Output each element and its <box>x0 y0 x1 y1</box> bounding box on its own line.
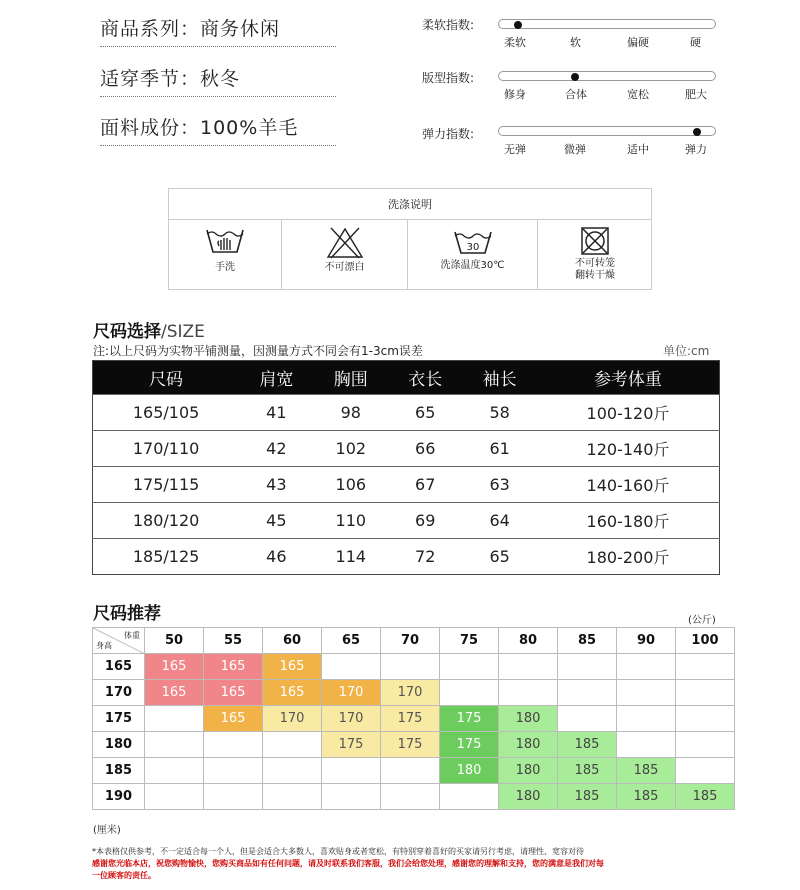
col-header: 袖长 <box>462 361 536 395</box>
rec-cell: 165 <box>204 680 263 706</box>
weight-header: 65 <box>322 628 381 654</box>
wash-item-hand-wash <box>169 220 282 290</box>
table-cell: 72 <box>388 539 462 575</box>
table-cell: 67 <box>388 467 462 503</box>
wash-item-no-bleach <box>282 220 408 290</box>
table-cell: 46 <box>239 539 313 575</box>
rec-cell <box>440 784 499 810</box>
rec-cell <box>676 758 735 784</box>
weight-header: 80 <box>499 628 558 654</box>
weight-header: 75 <box>440 628 499 654</box>
rec-cell <box>381 758 440 784</box>
rec-row <box>93 654 735 680</box>
table-cell: 98 <box>314 395 388 431</box>
weight-header: 50 <box>145 628 204 654</box>
table-row <box>93 503 720 539</box>
rec-cell <box>322 784 381 810</box>
weight-header: 60 <box>263 628 322 654</box>
weight-header: 85 <box>558 628 617 654</box>
rec-cell: 175 <box>440 706 499 732</box>
rec-corner: 体重 身高 <box>93 628 145 654</box>
size-table <box>92 360 720 575</box>
rec-cell: 170 <box>263 706 322 732</box>
table-cell: 45 <box>239 503 313 539</box>
index-tick: 适中 <box>627 143 649 156</box>
wash-title: 洗涤说明 <box>169 189 651 220</box>
index-tick: 软 <box>570 36 581 49</box>
rec-cell <box>440 654 499 680</box>
rec-cell <box>617 706 676 732</box>
weight-header: 70 <box>381 628 440 654</box>
rec-cell <box>440 680 499 706</box>
rec-cell <box>322 758 381 784</box>
table-cell: 100-120斤 <box>537 395 720 431</box>
rec-cell <box>499 654 558 680</box>
divider <box>100 46 336 47</box>
rec-cell <box>676 706 735 732</box>
index-track <box>498 126 716 136</box>
rec-cell: 165 <box>263 654 322 680</box>
wash-label: 不可转笼 <box>575 258 615 269</box>
footnote-line: 感谢您光临本店，祝您购物愉快，您购买商品如有任何问题，请及时联系我们客服，我们会给您处理，感谢您的理解和支持，您的满意是我们对每 <box>92 859 604 868</box>
rec-cell: 175 <box>440 732 499 758</box>
rec-cell <box>263 732 322 758</box>
svg-text:30: 30 <box>466 242 479 253</box>
index-tick: 硬 <box>690 36 701 49</box>
wash-30-icon <box>451 226 495 256</box>
index-tick: 合体 <box>565 88 587 101</box>
table-cell: 170/110 <box>93 431 240 467</box>
size-header-row <box>93 361 720 395</box>
rec-cell <box>617 680 676 706</box>
col-header: 胸围 <box>314 361 388 395</box>
rec-row <box>93 706 735 732</box>
table-cell: 185/125 <box>93 539 240 575</box>
size-unit: 单位:cm <box>663 344 710 358</box>
col-header: 肩宽 <box>239 361 313 395</box>
index-tick: 弹力 <box>685 143 707 156</box>
wash-label: 洗涤温度30℃ <box>440 260 505 271</box>
rec-cell: 170 <box>322 706 381 732</box>
table-cell: 102 <box>314 431 388 467</box>
weight-header: 100 <box>676 628 735 654</box>
rec-cell: 180 <box>499 706 558 732</box>
height-header: 175 <box>93 706 145 732</box>
table-cell: 120-140斤 <box>537 431 720 467</box>
table-cell: 41 <box>239 395 313 431</box>
wash-item-no-tumble-dry <box>538 220 652 290</box>
rec-cell <box>558 706 617 732</box>
rec-cell: 180 <box>499 732 558 758</box>
weight-header: 55 <box>204 628 263 654</box>
size-rec-table <box>92 627 735 810</box>
footnote <box>92 846 732 882</box>
rec-cell: 175 <box>322 732 381 758</box>
wash-label: 手洗 <box>215 262 235 273</box>
rec-cell: 180 <box>440 758 499 784</box>
table-cell: 66 <box>388 431 462 467</box>
rec-cell <box>558 680 617 706</box>
wash-instructions <box>168 188 652 290</box>
index-label: 柔软指数: <box>422 18 475 32</box>
product-fabric: 面料成份：100%羊毛 <box>100 117 299 139</box>
product-series: 商品系列：商务休闲 <box>100 18 281 40</box>
rec-cell: 165 <box>204 654 263 680</box>
height-header: 190 <box>93 784 145 810</box>
wash-label: 翻转干燥 <box>575 270 615 281</box>
rec-cell <box>617 654 676 680</box>
rec-cell: 180 <box>499 758 558 784</box>
divider <box>100 96 336 97</box>
rec-row <box>93 680 735 706</box>
col-header: 尺码 <box>93 361 240 395</box>
rec-cell: 175 <box>381 706 440 732</box>
table-row <box>93 467 720 503</box>
size-rec-title: 尺码推荐 <box>93 604 161 624</box>
table-cell: 69 <box>388 503 462 539</box>
divider <box>100 145 336 146</box>
rec-cell: 165 <box>204 706 263 732</box>
table-cell: 180/120 <box>93 503 240 539</box>
table-row <box>93 431 720 467</box>
no-bleach-icon <box>325 226 365 260</box>
wash-label: 不可漂白 <box>324 262 365 273</box>
index-tick: 偏硬 <box>627 36 649 49</box>
rec-cell: 185 <box>558 784 617 810</box>
index-marker <box>571 73 579 81</box>
rec-cell: 185 <box>558 732 617 758</box>
table-cell: 42 <box>239 431 313 467</box>
hand-wash-icon <box>203 226 247 256</box>
index-track <box>498 19 716 29</box>
rec-cell: 170 <box>322 680 381 706</box>
index-label: 版型指数: <box>422 71 475 85</box>
table-cell: 114 <box>314 539 388 575</box>
rec-cell: 175 <box>381 732 440 758</box>
rec-cell: 185 <box>617 758 676 784</box>
index-tick: 宽松 <box>627 88 649 101</box>
weight-header: 90 <box>617 628 676 654</box>
rec-cell <box>204 732 263 758</box>
table-cell: 175/115 <box>93 467 240 503</box>
table-cell: 65 <box>462 539 536 575</box>
index-track <box>498 71 716 81</box>
index-label: 弹力指数: <box>422 127 475 141</box>
rec-cell <box>558 654 617 680</box>
rec-cell <box>499 680 558 706</box>
height-header: 185 <box>93 758 145 784</box>
rec-cell: 165 <box>145 654 204 680</box>
wash-item-wash-30 <box>408 220 538 290</box>
rec-cell <box>145 732 204 758</box>
table-cell: 65 <box>388 395 462 431</box>
rec-cell <box>204 784 263 810</box>
rec-cell <box>676 654 735 680</box>
rec-cell: 165 <box>263 680 322 706</box>
index-tick: 修身 <box>504 88 526 101</box>
index-tick: 微弹 <box>564 143 586 156</box>
index-marker <box>693 128 701 136</box>
table-cell: 61 <box>462 431 536 467</box>
rec-row <box>93 732 735 758</box>
height-unit: (厘米) <box>93 825 121 836</box>
rec-row <box>93 758 735 784</box>
rec-cell: 185 <box>676 784 735 810</box>
index-tick: 无弹 <box>504 143 526 156</box>
index-marker <box>514 21 522 29</box>
rec-cell: 185 <box>617 784 676 810</box>
rec-cell <box>381 784 440 810</box>
table-cell: 58 <box>462 395 536 431</box>
height-header: 180 <box>93 732 145 758</box>
rec-cell: 165 <box>145 680 204 706</box>
height-header: 165 <box>93 654 145 680</box>
rec-cell: 185 <box>558 758 617 784</box>
table-cell: 63 <box>462 467 536 503</box>
rec-cell <box>263 758 322 784</box>
rec-cell <box>617 732 676 758</box>
footnote-line: *本表格仅供参考，不一定适合每一个人，但是会适合大多数人，喜欢贴身或者宽松，有特别穿着喜好的买家请另行考虑，请理性、宽容对待 <box>92 847 584 856</box>
table-cell: 106 <box>314 467 388 503</box>
rec-cell <box>145 706 204 732</box>
rec-cell <box>381 654 440 680</box>
table-row <box>93 539 720 575</box>
size-note: 注:以上尺码为实物平铺测量，因测量方式不同会有1-3cm误差 <box>93 344 423 358</box>
rec-cell <box>676 732 735 758</box>
table-cell: 64 <box>462 503 536 539</box>
col-header: 衣长 <box>388 361 462 395</box>
table-cell: 110 <box>314 503 388 539</box>
table-cell: 180-200斤 <box>537 539 720 575</box>
weight-unit: (公斤) <box>688 615 716 626</box>
rec-cell <box>676 680 735 706</box>
rec-cell <box>204 758 263 784</box>
table-cell: 165/105 <box>93 395 240 431</box>
rec-cell <box>322 654 381 680</box>
rec-cell <box>145 758 204 784</box>
index-tick: 柔软 <box>504 36 526 49</box>
rec-cell <box>145 784 204 810</box>
table-cell: 43 <box>239 467 313 503</box>
rec-row <box>93 784 735 810</box>
rec-cell: 170 <box>381 680 440 706</box>
no-tumble-dry-icon <box>580 226 610 256</box>
index-tick: 肥大 <box>685 88 707 101</box>
table-cell: 140-160斤 <box>537 467 720 503</box>
height-header: 170 <box>93 680 145 706</box>
rec-cell <box>263 784 322 810</box>
rec-cell: 180 <box>499 784 558 810</box>
rec-header-row <box>93 628 735 654</box>
product-season: 适穿季节：秋冬 <box>100 68 241 90</box>
table-row <box>93 395 720 431</box>
col-header: 参考体重 <box>537 361 720 395</box>
table-cell: 160-180斤 <box>537 503 720 539</box>
footnote-line: 一位顾客的责任。 <box>92 871 156 880</box>
size-select-title: 尺码选择/SIZE <box>93 322 205 342</box>
